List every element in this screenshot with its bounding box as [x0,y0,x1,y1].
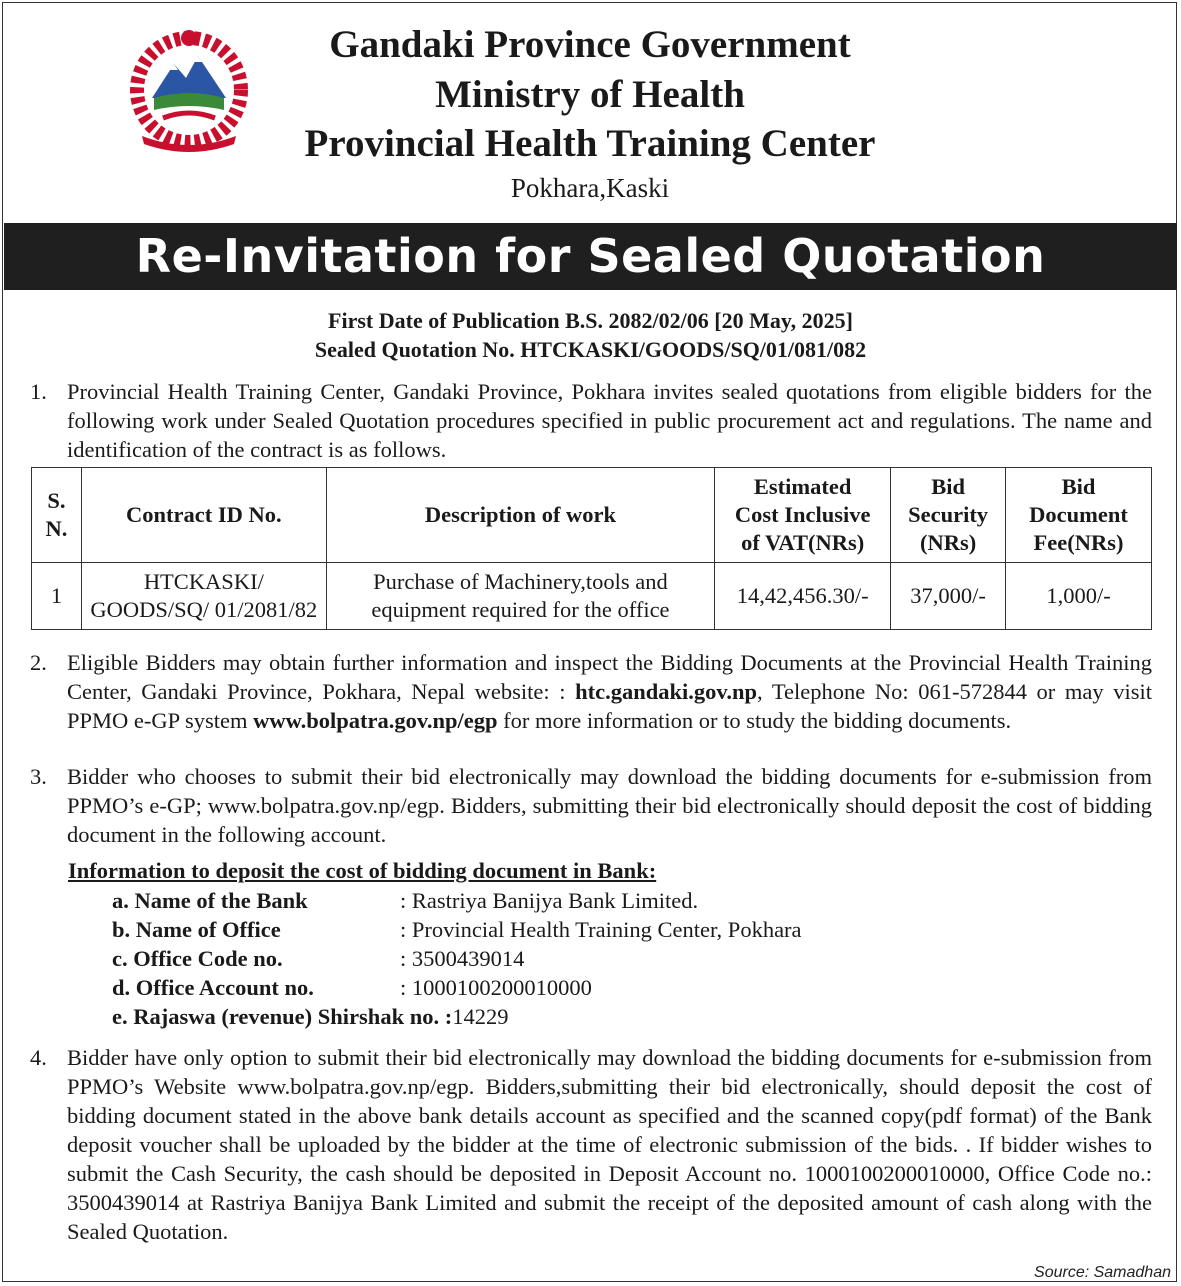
office-location: Pokhara,Kaski [510,173,670,203]
paragraph-number: 2. [30,650,47,675]
egp-link[interactable]: www.bolpatra.gov.np/egp [253,708,498,733]
paragraph-number: 1. [30,379,47,404]
website-link[interactable]: htc.gandaki.gov.np [575,679,758,704]
bank-info-row: c. Office Code no. : 3500439014 [112,946,525,971]
bank-info-row: b. Name of Office : Provincial Health Training Center, Pokhara [112,917,802,942]
government-name: Gandaki Province Government [329,23,851,66]
cell-bid-security: 37,000/- [891,563,1006,630]
bank-info-row: e. Rajaswa (revenue) Shirshak no. :14229 [112,1004,509,1029]
cell-contract-id: HTCKASKI/ GOODS/SQ/ 01/2081/82 [81,563,326,630]
nepal-emblem-icon [118,28,260,156]
paragraph-4 [30,1043,1152,1246]
notice-title-banner: Re-Invitation for Sealed Quotation [4,223,1177,290]
paragraph-text: Bidder who chooses to submit their bid electronically may download the bidding documents for e-submission from PPMO’s e-GP; www.bolpatra.gov.np/egp. Bidders, submitting their bid electronically should deposit the cost of bidding document in the following account. [67,764,1152,847]
source-credit: Source: Samadhan [1034,1264,1171,1281]
cell-estimated-cost: 14,42,456.30/- [715,563,891,630]
table-header-row [32,468,1152,563]
bank-info-heading: Information to deposit the cost of bidding document in Bank: [68,858,657,883]
paragraph-1 [30,377,1152,464]
col-header-estimated-cost: Estimated Cost Inclusive of VAT(NRs) [715,468,891,563]
paragraph-number: 3. [30,764,47,789]
table-row [32,563,1152,630]
office-name: Provincial Health Training Center [304,122,876,165]
col-header-description: Description of work [326,468,714,563]
bank-info-row: a. Name of the Bank : Rastriya Banijya Bank Limited. [112,888,699,913]
col-header-contract-id: Contract ID No. [81,468,326,563]
bank-info-row: d. Office Account no. : 1000100200010000 [112,975,592,1000]
paragraph-3 [30,762,1152,849]
quotation-number: Sealed Quotation No. HTCKASKI/GOODS/SQ/01/081/082 [314,337,867,362]
contract-table [31,467,1152,630]
paragraph-text: Eligible Bidders may obtain further information and inspect the Bidding Documents at the Provincial Health Training Center, Gandaki Province, Pokhara, Nepal website: : htc.gandaki.gov.np, Telephone No: 061-572844 or may visit PPMO e-GP system www.bolpatra.gov.np/egp for more information or to study the bidding documents. [67,650,1152,733]
ministry-name: Ministry of Health [435,73,745,116]
paragraph-2 [30,648,1152,735]
cell-bid-document-fee: 1,000/- [1006,563,1152,630]
publication-date: First Date of Publication B.S. 2082/02/06 [20 May, 2025] [328,308,853,333]
paragraph-number: 4. [30,1045,47,1070]
paragraph-text: Provincial Health Training Center, Gandaki Province, Pokhara invites sealed quotations from eligible bidders for the following work under Sealed Quotation procedures specified in public procurement act and regulations. The name and identification of the contract is as follows. [67,379,1152,462]
col-header-bid-document-fee: Bid Document Fee(NRs) [1006,468,1152,563]
col-header-sn: S. N. [32,468,82,563]
paragraph-text: Bidder have only option to submit their bid electronically may download the bidding documents for e-submission from PPMO’s Website www.bolpatra.gov.np/egp. Bidders,submitting their bid electronically, should deposit the cost of bidding document stated in the above bank details account as specified and the scanned copy(pdf format) of the Bank deposit voucher shall be uploaded by the bidder at the time of electronic submission of the bids. . If bidder wishes to submit the Cash Security, the cash should be deposited in Deposit Account no. 1000100200010000, Office Code no.: 3500439014 at Rastriya Banijya Bank Limited and submit the receipt of the deposited amount of cash along with the Sealed Quotation. [67,1045,1152,1244]
cell-description: Purchase of Machinery,tools and equipment required for the office [326,563,714,630]
col-header-bid-security: Bid Security (NRs) [891,468,1006,563]
cell-sn: 1 [32,563,82,630]
